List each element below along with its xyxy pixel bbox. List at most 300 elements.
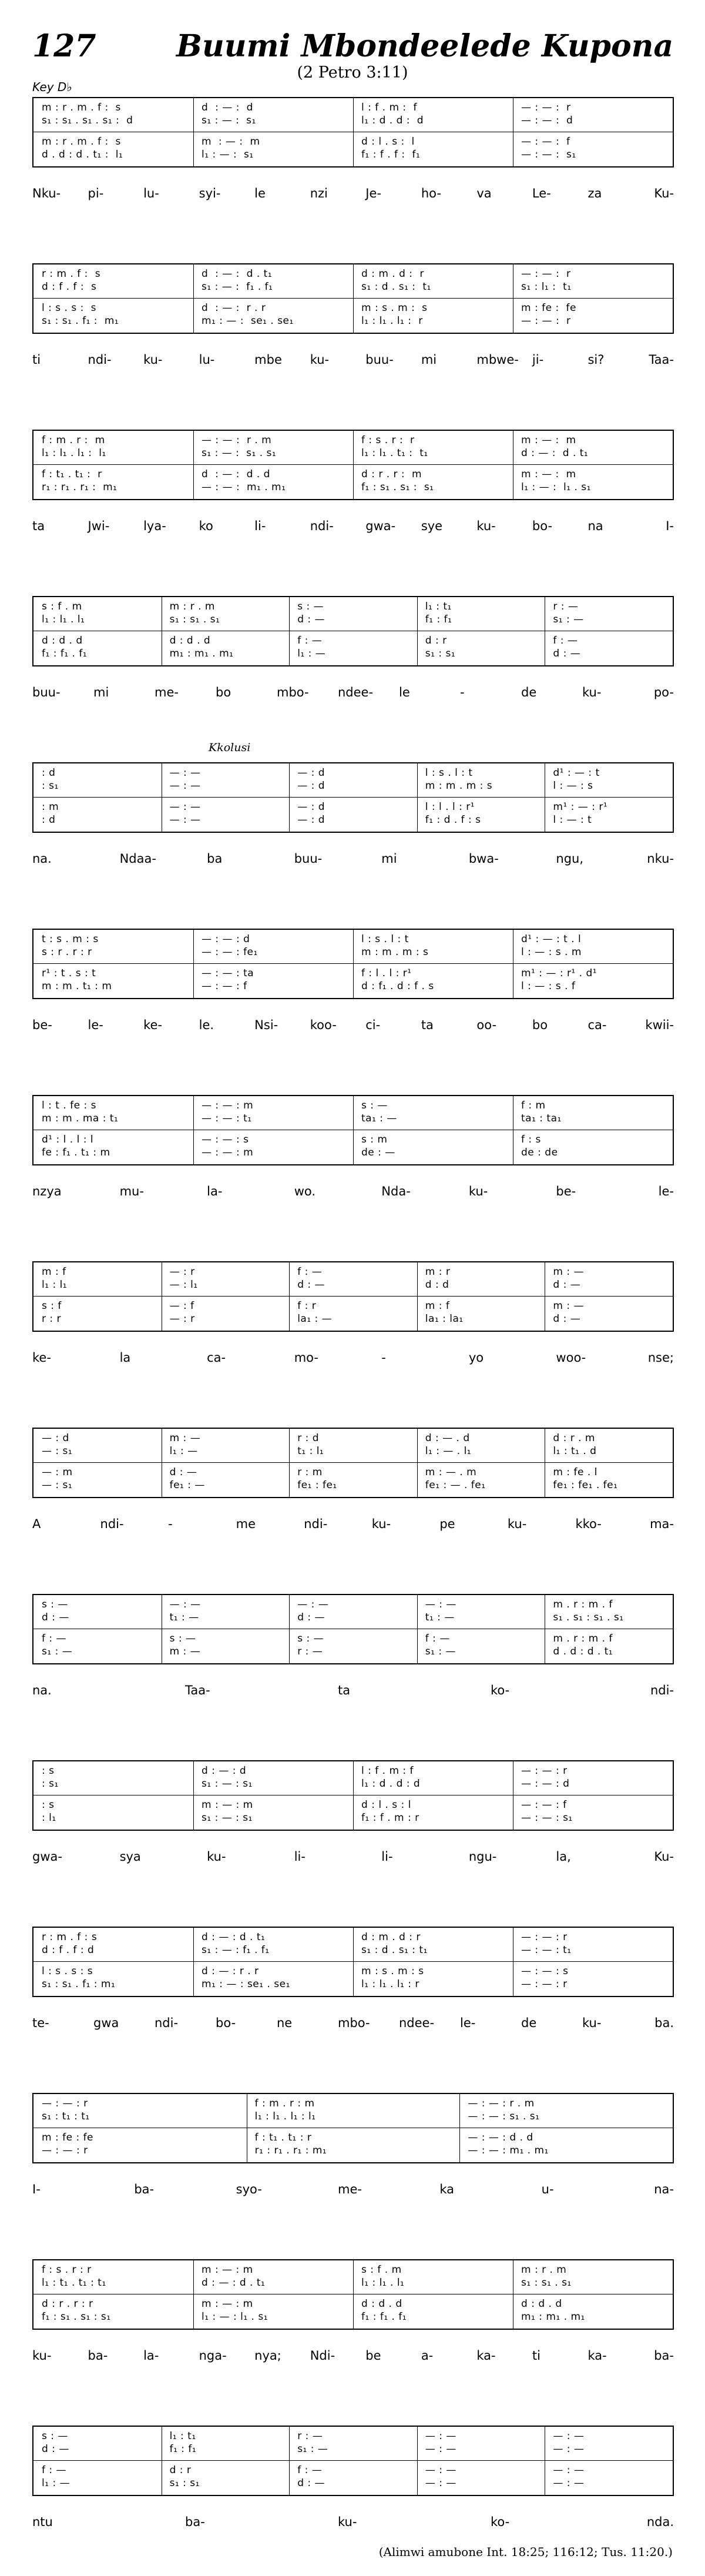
voice-1-measure: — : — : r . m: [468, 2098, 535, 2109]
voice-3-measure: d : l . s : l: [361, 1799, 411, 1811]
voice-4-measure: s₁ : s₁ . f₁ : m₁: [42, 1978, 116, 1990]
voice-4-measure: : l₁: [42, 1812, 56, 1824]
voice-2-measure: d : —: [297, 1279, 325, 1291]
lyric-syllable: me: [236, 1517, 256, 1531]
bar-line: [193, 930, 194, 998]
voice-1-measure: — : —: [553, 2430, 585, 2442]
voice-4-measure: l₁ : — : l₁ . s₁: [521, 481, 591, 493]
lyric-syllable: -: [381, 1351, 386, 1365]
lyric-syllable: ci-: [365, 1018, 381, 1032]
score-system: [32, 2093, 674, 2196]
lyric-syllable: be: [365, 2349, 381, 2363]
lyric-syllable: gwa-: [365, 519, 396, 533]
voice-2-measure: l₁ : — . l₁: [425, 1445, 472, 1457]
voice-2-measure: d : —: [297, 1612, 325, 1623]
lyric-syllable: ba-: [134, 2182, 155, 2196]
voice-4-measure: — : — : s₁: [521, 1812, 573, 1824]
lyrics-line: [32, 1184, 674, 1203]
voice-1-measure: r : m . f : s: [42, 268, 101, 280]
lyric-syllable: la-: [207, 1184, 223, 1198]
lyric-syllable: ngu,: [556, 852, 584, 866]
lyric-syllable: oo-: [476, 1018, 497, 1032]
voice-1-measure: l₁ : t₁: [425, 601, 452, 612]
lyric-syllable: u-: [541, 2182, 554, 2196]
bar-line: [353, 264, 354, 333]
voice-1-measure: r : —: [553, 601, 579, 612]
voice-2-measure: l₁ : d . d : d: [361, 1778, 421, 1790]
voice-4-measure: de : de: [521, 1147, 558, 1158]
lyric-syllable: ti: [532, 2349, 540, 2363]
voice-3-measure: f : —: [42, 1633, 67, 1644]
voice-2-measure: — : —: [553, 2443, 585, 2455]
lyric-syllable: ba-: [654, 2349, 674, 2363]
voice-1-measure: — : —: [169, 1599, 201, 1610]
voice-4-measure: r : r: [42, 1313, 62, 1325]
score-system: [32, 1760, 674, 1864]
bar-line: [353, 98, 354, 166]
lyric-syllable: ko-: [491, 1683, 510, 1697]
staff-box: [32, 929, 674, 999]
bar-line: [353, 930, 354, 998]
voice-3-measure: f : s: [521, 1134, 541, 1145]
lyric-syllable: Taa-: [649, 353, 674, 367]
bar-line: [417, 597, 418, 665]
voice-4-measure: — : — : r: [521, 1978, 568, 1990]
voice-3-measure: d : r: [425, 635, 447, 646]
hymn-title: Buumi Mbondeelede Kupona: [176, 28, 674, 64]
lyric-syllable: na.: [32, 852, 52, 866]
key-signature: Key D♭: [32, 80, 72, 94]
lyric-syllable: ku-: [507, 1517, 527, 1531]
lyric-syllable: mbwe-: [476, 353, 519, 367]
section-label: Kkolusi: [209, 741, 251, 754]
lyric-syllable: ndee-: [399, 2016, 435, 2030]
voice-2-measure: — : — : fe₁: [202, 946, 258, 958]
voice-1-measure: r : m . f : s: [42, 1931, 98, 1943]
voice-4-measure: de : —: [361, 1147, 395, 1158]
lyric-syllable: sye: [421, 519, 443, 533]
voice-1-measure: : d: [42, 767, 56, 779]
voice-3-measure: f : —: [425, 1633, 450, 1644]
lyric-syllable: kwii-: [645, 1018, 674, 1032]
voice-2-measure: d : —: [42, 1612, 69, 1623]
lyric-syllable: Ndi-: [310, 2349, 335, 2363]
voice-2-measure: d : d: [425, 1279, 449, 1291]
lyric-syllable: be-: [32, 1018, 52, 1032]
lyric-syllable: mbe: [254, 353, 282, 367]
voice-2-measure: m : m . m : s: [425, 780, 493, 792]
voice-3-measure: s : —: [297, 1633, 324, 1644]
voice-3-measure: m : s . m : s: [361, 302, 428, 314]
score-system: [32, 2426, 674, 2529]
lyric-syllable: ta: [32, 519, 45, 533]
lyric-syllable: nku-: [647, 852, 674, 866]
voice-4-measure: l : — : s . f: [521, 980, 576, 992]
lyric-syllable: mbo-: [277, 685, 309, 699]
voice-2-measure: m : m . ma : t₁: [42, 1113, 119, 1124]
lyric-syllable: buu-: [365, 353, 394, 367]
lyric-syllable: le: [254, 186, 266, 200]
lyric-syllable: kko-: [575, 1517, 602, 1531]
voice-2-measure: s₁ : — : f₁ . f₁: [202, 1944, 270, 1956]
lyric-syllable: gwa-: [32, 1850, 62, 1864]
staff-box: [32, 1095, 674, 1165]
voice-1-measure: m . r : m . f: [553, 1599, 613, 1610]
voice-3-measure: f : —: [553, 635, 578, 646]
lyric-syllable: de: [521, 2016, 537, 2030]
lyric-syllable: la: [119, 1351, 131, 1365]
lyric-syllable: ndi-: [304, 1517, 328, 1531]
voice-3-measure: f : —: [42, 2464, 67, 2476]
voice-1-measure: m : r . m: [521, 2264, 567, 2276]
lyric-syllable: wo.: [294, 1184, 316, 1198]
voice-2-measure: m : m . m : s: [361, 946, 429, 958]
voice-2-measure: — : — : t₁: [202, 1113, 252, 1124]
voice-2-measure: d : f . f : d: [42, 1944, 95, 1956]
lyric-syllable: te-: [32, 2016, 49, 2030]
voice-4-measure: — : — : m₁ . m₁: [468, 2145, 549, 2156]
voice-4-measure: s₁ : — : s₁: [202, 1812, 253, 1824]
voice-2-measure: l₁ : l₁ . l₁ : l₁: [42, 447, 106, 459]
voice-1-measure: d : — . d: [425, 1432, 470, 1444]
lyric-syllable: ma-: [650, 1517, 674, 1531]
bar-line: [417, 2427, 418, 2495]
voice-4-measure: d . d : d . t₁: [553, 1646, 613, 1657]
voice-3-measure: — : — : f: [521, 136, 570, 148]
voice-1-measure: — : — : r: [521, 102, 571, 113]
lyric-syllable: na: [588, 519, 603, 533]
lyric-syllable: ca-: [207, 1351, 226, 1365]
lyric-syllable: lu-: [143, 186, 159, 200]
bar-line: [289, 1595, 290, 1663]
voice-4-measure: d . d : d . t₁ : l₁: [42, 149, 123, 160]
voice-2-measure: l₁ : —: [169, 1445, 198, 1457]
voice-3-measure: s : m: [361, 1134, 388, 1145]
voice-2-measure: d : —: [297, 614, 325, 625]
voice-2-measure: s₁ : —: [553, 614, 584, 625]
voice-3-measure: f : —: [297, 635, 323, 646]
lyric-syllable: ba: [207, 852, 223, 866]
lyric-syllable: li-: [381, 1850, 393, 1864]
lyric-syllable: ntu: [32, 2515, 53, 2529]
lyric-syllable: nda.: [646, 2515, 674, 2529]
voice-2-measure: s₁ : — : s₁: [202, 115, 256, 126]
voice-1-measure: d¹ : — : t . l: [521, 933, 582, 945]
voice-3-measure: m¹ : — : r¹: [553, 801, 608, 813]
lyric-syllable: ndi-: [650, 1683, 674, 1697]
voice-1-measure: l : s . l : t: [425, 767, 473, 779]
staff-box: [32, 1594, 674, 1664]
voice-1-measure: f : —: [297, 1266, 323, 1278]
lyric-syllable: Nsi-: [254, 1018, 278, 1032]
voice-4-measure: r : —: [297, 1646, 323, 1657]
voice-1-measure: d : — : d: [202, 102, 253, 113]
lyric-syllable: ku-: [338, 2515, 357, 2529]
voice-1-measure: f : m . r : m: [42, 434, 105, 446]
lyric-syllable: nga-: [199, 2349, 227, 2363]
voice-2-measure: f₁ : f₁: [425, 614, 452, 625]
voice-3-measure: m . r : m . f: [553, 1633, 613, 1644]
voice-4-measure: m : —: [169, 1646, 201, 1657]
voice-3-measure: m : — : m: [202, 1799, 253, 1811]
bar-line: [193, 1761, 194, 1830]
lyric-syllable: le-: [460, 2016, 476, 2030]
lyrics-line: [32, 2349, 674, 2367]
voice-3-measure: l : l . l : r¹: [425, 801, 475, 813]
voice-1-measure: — : — : m: [202, 1100, 254, 1111]
voice-3-measure: d : r: [169, 2464, 192, 2476]
voice-4-measure: fe₁ : fe₁: [297, 1479, 337, 1491]
voice-1-measure: l₁ : t₁: [169, 2430, 196, 2442]
lyric-syllable: ba-: [185, 2515, 205, 2529]
voice-4-measure: m : m . t₁ : m: [42, 980, 112, 992]
lyric-syllable: ba-: [88, 2349, 108, 2363]
voice-4-measure: f₁ : s₁ . s₁ : s₁: [42, 2311, 111, 2323]
bar-line: [353, 1096, 354, 1164]
voice-2-measure: s₁ : d . s₁ : t₁: [361, 1944, 428, 1956]
voice-3-measure: d : — : r . r: [202, 302, 266, 314]
staff-box: [32, 97, 674, 168]
staff-divider: [33, 1462, 673, 1463]
voice-3-measure: d : — : d . d: [202, 468, 270, 480]
voice-2-measure: s₁ : —: [297, 2443, 328, 2455]
voice-4-measure: s₁ : s₁: [169, 2477, 200, 2489]
voice-2-measure: s₁ : s₁ . s₁ . s₁ : d: [42, 115, 133, 126]
lyric-syllable: Taa-: [185, 1683, 210, 1697]
lyric-syllable: ndee-: [338, 685, 374, 699]
voice-2-measure: t₁ : —: [425, 1612, 455, 1623]
voice-2-measure: l₁ : l₁ . l₁: [42, 614, 85, 625]
voice-1-measure: d¹ : — : t: [553, 767, 600, 779]
voice-4-measure: — : — : m₁ . m₁: [202, 481, 286, 493]
voice-4-measure: l : — : t: [553, 814, 592, 826]
voice-1-measure: f : s . r : r: [361, 434, 415, 446]
score-system: [32, 97, 674, 200]
bar-line: [417, 763, 418, 832]
bar-line: [193, 1096, 194, 1164]
lyric-syllable: nya;: [254, 2349, 281, 2363]
voice-2-measure: — : s₁: [42, 1445, 73, 1457]
voice-1-measure: t : s . m : s: [42, 933, 99, 945]
voice-3-measure: m¹ : — : r¹ . d¹: [521, 967, 597, 979]
voice-2-measure: ta₁ : ta₁: [521, 1113, 562, 1124]
staff-box: [32, 1760, 674, 1831]
voice-2-measure: — : — : d: [521, 115, 573, 126]
lyric-syllable: nzi: [310, 186, 328, 200]
lyric-syllable: ku-: [371, 1517, 391, 1531]
lyric-syllable: la-: [143, 2349, 159, 2363]
voice-4-measure: — : — : r: [42, 2145, 88, 2156]
score-system: [32, 263, 674, 367]
lyrics-line: [32, 186, 674, 205]
lyric-syllable: ku-: [468, 1184, 488, 1198]
lyric-syllable: mu-: [119, 1184, 144, 1198]
voice-1-measure: s : f . m: [42, 601, 82, 612]
lyric-syllable: I-: [666, 519, 674, 533]
lyric-syllable: -: [168, 1517, 173, 1531]
score-system: [32, 430, 674, 533]
voice-2-measure: l₁ : l₁ . l₁ : l₁: [254, 2111, 316, 2122]
voice-4-measure: s₁ : s₁: [425, 648, 456, 659]
score-system: [32, 929, 674, 1032]
voice-3-measure: f : r: [297, 1300, 317, 1312]
voice-1-measure: d : m . d : r: [361, 268, 424, 280]
voice-1-measure: — : —: [425, 2430, 456, 2442]
lyrics-line: [32, 1850, 674, 1868]
score-system: [32, 2259, 674, 2363]
hymn-number: 127: [32, 28, 96, 64]
voice-3-measure: d¹ : l . l : l: [42, 1134, 94, 1145]
lyric-syllable: me-: [155, 685, 179, 699]
voice-1-measure: s : —: [361, 1100, 388, 1111]
lyrics-line: [32, 519, 674, 538]
voice-4-measure: — : d: [297, 814, 325, 826]
lyric-syllable: ka-: [476, 2349, 496, 2363]
bar-line: [353, 2260, 354, 2329]
score-system: [32, 1428, 674, 1531]
voice-3-measure: f : —: [297, 2464, 323, 2476]
voice-1-measure: — : — : r: [42, 2098, 88, 2109]
lyric-syllable: ho-: [421, 186, 441, 200]
lyric-syllable: bo: [532, 1018, 548, 1032]
lyric-syllable: ndi-: [88, 353, 112, 367]
lyrics-line: [32, 2515, 674, 2534]
staff-box: [32, 1428, 674, 1498]
voice-4-measure: d : —: [297, 2477, 325, 2489]
voice-1-measure: d : — : d: [202, 1765, 247, 1777]
voice-3-measure: l : s . s : s: [42, 1965, 93, 1977]
voice-2-measure: ta₁ : —: [361, 1113, 397, 1124]
voice-3-measure: m : — . m: [425, 1466, 477, 1478]
voice-4-measure: — : —: [553, 2477, 585, 2489]
voice-4-measure: d : —: [553, 1313, 581, 1325]
lyric-syllable: pe: [439, 1517, 455, 1531]
staff-box: [32, 596, 674, 666]
voice-4-measure: f₁ : d . f : s: [425, 814, 481, 826]
voice-4-measure: m₁ : m₁ . m₁: [169, 648, 234, 659]
score-system: [32, 596, 674, 699]
lyric-syllable: be-: [556, 1184, 576, 1198]
voice-2-measure: l : — : s . m: [521, 946, 582, 958]
voice-2-measure: — : — : d: [521, 1778, 570, 1790]
voice-3-measure: m : fe : fe: [521, 302, 576, 314]
bar-line: [417, 1262, 418, 1331]
voice-2-measure: — : — : t₁: [521, 1944, 572, 1956]
bar-line: [193, 264, 194, 333]
staff-box: [32, 762, 674, 833]
voice-1-measure: m : —: [169, 1432, 201, 1444]
voice-3-measure: m : r . m . f : s: [42, 136, 121, 148]
voice-1-measure: m : f: [42, 1266, 66, 1278]
lyric-syllable: ba.: [654, 2016, 674, 2030]
lyrics-line: [32, 353, 674, 371]
voice-3-measure: — : f: [169, 1300, 194, 1312]
voice-4-measure: m₁ : — : se₁ . se₁: [202, 1978, 290, 1990]
voice-3-measure: : m: [42, 801, 59, 813]
lyric-syllable: ka: [439, 2182, 454, 2196]
voice-3-measure: — : — : s: [202, 1134, 249, 1145]
lyric-syllable: ne: [277, 2016, 293, 2030]
lyric-syllable: ta: [421, 1018, 434, 1032]
lyric-syllable: na-: [654, 2182, 674, 2196]
voice-2-measure: — : —: [425, 2443, 456, 2455]
lyric-syllable: Ku-: [654, 186, 674, 200]
voice-3-measure: — : — : d . d: [468, 2132, 533, 2143]
voice-1-measure: m : r . m . f : s: [42, 102, 121, 113]
bar-line: [417, 1429, 418, 1497]
voice-2-measure: l₁ : d . d : d: [361, 115, 424, 126]
voice-4-measure: s₁ : —: [425, 1646, 456, 1657]
voice-1-measure: — : —: [169, 767, 201, 779]
lyric-syllable: buu-: [32, 685, 61, 699]
voice-3-measure: d : r . r : r: [42, 2298, 93, 2310]
lyric-syllable: lu-: [199, 353, 215, 367]
lyric-syllable: le.: [199, 1018, 214, 1032]
voice-1-measure: s : f . m: [361, 2264, 402, 2276]
lyric-syllable: ku-: [32, 2349, 52, 2363]
lyric-syllable: a-: [421, 2349, 434, 2363]
lyric-syllable: pi-: [88, 186, 104, 200]
voice-4-measure: la₁ : la₁: [425, 1313, 464, 1325]
lyric-syllable: za: [588, 186, 602, 200]
lyric-syllable: Nda-: [381, 1184, 411, 1198]
voice-4-measure: f₁ : s₁ . s₁ : s₁: [361, 481, 434, 493]
voice-3-measure: m : —: [553, 1300, 584, 1312]
lyric-syllable: ku-: [476, 519, 496, 533]
voice-1-measure: — : r: [169, 1266, 195, 1278]
lyrics-line: [32, 2182, 674, 2201]
staff-box: [32, 2259, 674, 2330]
lyric-syllable: bo-: [216, 2016, 236, 2030]
bar-line: [459, 2094, 460, 2162]
voice-4-measure: l₁ : — : l₁ . s₁: [202, 2311, 268, 2323]
voice-1-measure: — : d: [297, 767, 325, 779]
voice-3-measure: f : t₁ . t₁ : r: [42, 468, 102, 480]
lyric-syllable: le: [399, 685, 410, 699]
lyric-syllable: mo-: [294, 1351, 318, 1365]
bar-line: [289, 597, 290, 665]
voice-2-measure: d : — : d . t₁: [202, 2277, 266, 2289]
lyric-syllable: ndi-: [100, 1517, 124, 1531]
voice-3-measure: — : —: [553, 2464, 585, 2476]
voice-1-measure: f : m . r : m: [254, 2098, 315, 2109]
lyric-syllable: ku-: [207, 1850, 226, 1864]
voice-2-measure: : s₁: [42, 780, 59, 792]
voice-3-measure: f : l . l : r¹: [361, 967, 412, 979]
lyric-syllable: si?: [588, 353, 605, 367]
voice-4-measure: — : r: [169, 1313, 195, 1325]
lyric-syllable: de: [521, 685, 537, 699]
voice-4-measure: d : —: [553, 648, 581, 659]
voice-2-measure: s₁ : d . s₁ : t₁: [361, 281, 431, 293]
score-system: [32, 1095, 674, 1198]
lyric-syllable: syo-: [236, 2182, 262, 2196]
lyric-syllable: Le-: [532, 186, 551, 200]
lyric-syllable: gwa: [93, 2016, 119, 2030]
voice-3-measure: d : — : r . r: [202, 1965, 259, 1977]
lyric-syllable: po-: [653, 685, 674, 699]
score-system: [32, 1594, 674, 1697]
lyric-syllable: na.: [32, 1683, 52, 1697]
voice-1-measure: d : — : d . t₁: [202, 1931, 266, 1943]
bar-line: [289, 1262, 290, 1331]
lyric-syllable: ko-: [491, 2515, 510, 2529]
voice-4-measure: f₁ : f₁ . f₁: [361, 2311, 407, 2323]
lyric-syllable: ku-: [310, 353, 330, 367]
lyric-syllable: I-: [32, 2182, 41, 2196]
voice-1-measure: l : t . fe : s: [42, 1100, 96, 1111]
lyric-syllable: me-: [338, 2182, 362, 2196]
